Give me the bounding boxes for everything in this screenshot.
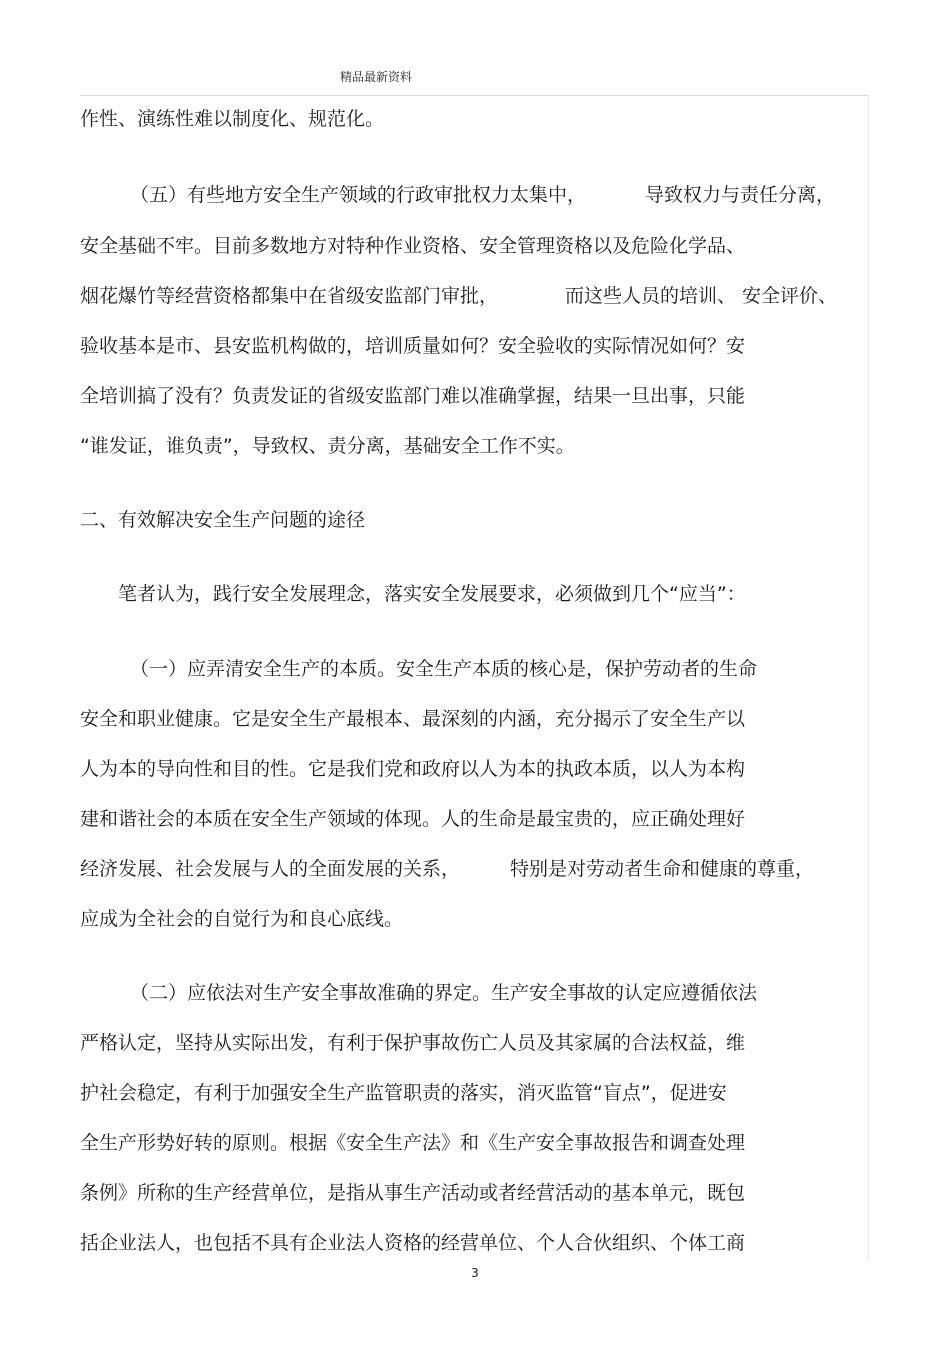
text-line: 而这些人员的培训、 安全评价、 [565,285,838,307]
page-header: 精品最新资料 [340,70,413,84]
text-line: 安全基础不牢。目前多数地方对特种作业资格、安全管理资格以及危险化学品、 [80,235,746,257]
page-number: 3 [471,1266,479,1280]
text-line: 特别是对劳动者生命和健康的尊重， [510,858,815,880]
text-line: 安全和职业健康。它是安全生产最根本、最深刻的内涵，充分揭示了安全生产以 [80,708,746,730]
text-line: （二）应依法对生产安全事故准确的界定。生产安全事故的认定应遵循依法 [130,982,758,1004]
text-line: 经济发展、社会发展与人的全面发展的关系， [80,858,461,880]
text-line: 全培训搞了没有？负责发证的省级安监部门难以准确掌握，结果一旦出事，只能 [80,385,746,407]
text-line: 全生产形势好转的原则。根据《安全生产法》和《生产安全事故报告和调查处理 [80,1132,746,1154]
text-line: （五）有些地方安全生产领域的行政审批权力太集中， [130,184,587,206]
text-line: 人为本的导向性和目的性。它是我们党和政府以人为本的执政本质，以人为本构 [80,758,746,780]
text-line: 建和谐社会的本质在安全生产领域的体现。人的生命是最宝贵的，应正确处理好 [80,808,746,830]
text-line: 导致权力与责任分离， [645,184,836,206]
header-divider [80,95,868,96]
text-line: “谁发证，谁负责”，导致权、责分离，基础安全工作不实。 [80,435,575,457]
text-line: （一）应弄清安全生产的本质。安全生产本质的核心是，保护劳动者的生命 [130,658,758,680]
right-margin-rule [868,95,869,1260]
text-line: 严格认定，坚持从实际出发，有利于保护事故伤亡人员及其家属的合法权益，维 [80,1032,746,1054]
text-line: 应成为全社会的自觉行为和良心底线。 [80,908,404,930]
text-line: 作性、演练性难以制度化、规范化。 [80,108,385,130]
text-line: 烟花爆竹等经营资格都集中在省级安监部门审批， [80,285,499,307]
text-line: 笔者认为，践行安全发展理念，落实安全发展要求，必须做到几个“应当”： [118,583,746,605]
text-line: 护社会稳定，有利于加强安全生产监管职责的落实，消灭监管“盲点”，促进安 [80,1082,727,1104]
text-line: 条例》所称的生产经营单位，是指从事生产活动或者经营活动的基本单元，既包 [80,1182,746,1204]
text-line: 括企业法人，也包括不具有企业法人资格的经营单位、个人合伙组织、个体工商 [80,1232,746,1254]
text-line: 验收基本是市、县安监机构做的，培训质量如何？安全验收的实际情况如何？安 [80,335,746,357]
section-heading: 二、有效解决安全生产问题的途径 [80,509,366,531]
